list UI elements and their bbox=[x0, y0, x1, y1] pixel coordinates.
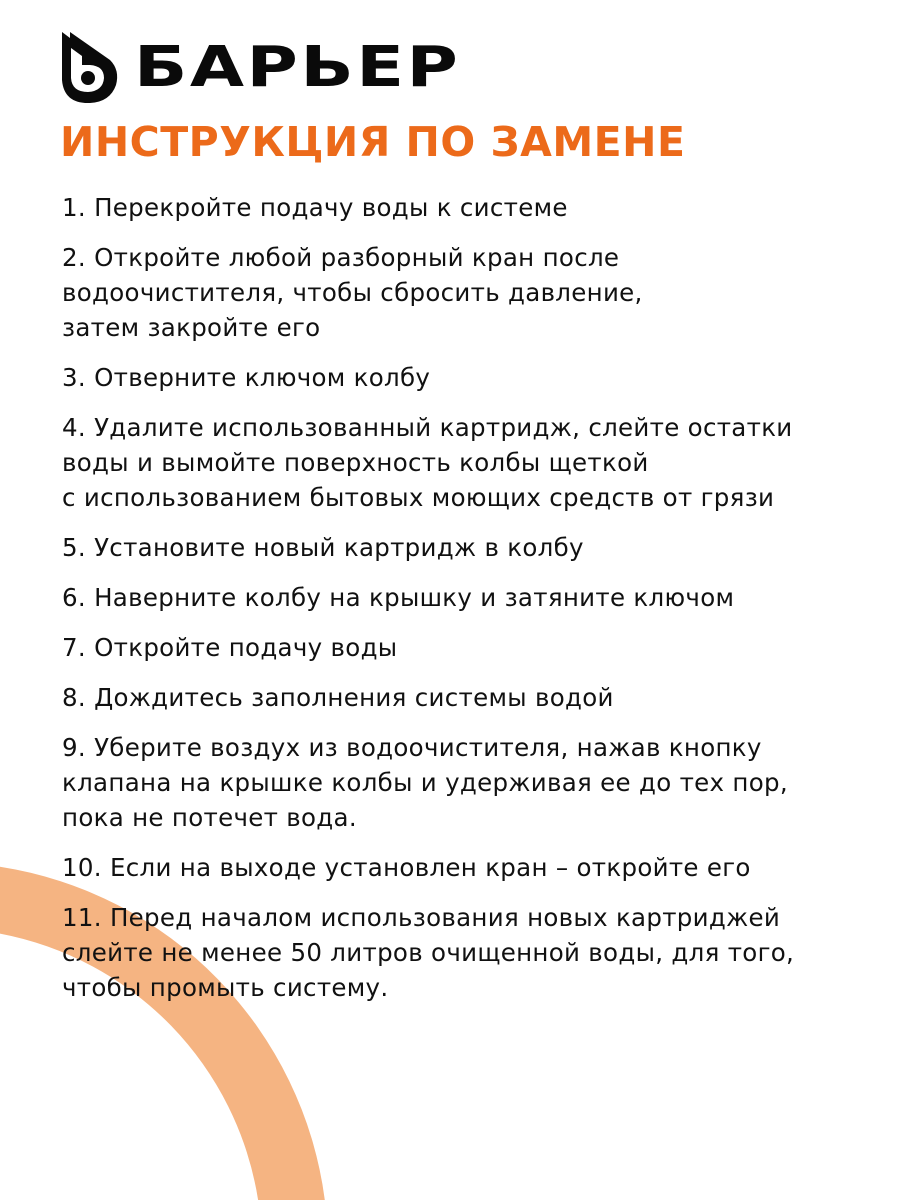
step-item bbox=[62, 630, 794, 665]
step-text-line: 4. Удалите использованный картридж, слейте остатки bbox=[62, 413, 793, 442]
barrier-b-drop-icon bbox=[58, 30, 120, 105]
step-text-line: 9. Уберите воздух из водоочистителя, нажав кнопку bbox=[62, 733, 762, 762]
step-text-line: клапана на крышке колбы и удерживая ее до тех пор, bbox=[62, 768, 788, 797]
step-text-line: 11. Перед началом использования новых картриджей bbox=[62, 903, 781, 932]
step-item bbox=[62, 530, 794, 565]
step-text-line: 8. Дождитесь заполнения системы водой bbox=[62, 683, 614, 712]
step-item bbox=[62, 680, 794, 715]
step-text-line: 5. Установите новый картридж в колбу bbox=[62, 533, 584, 562]
brand-logo bbox=[58, 30, 461, 105]
step-text-line: 7. Откройте подачу воды bbox=[62, 633, 398, 662]
step-text-line: 6. Наверните колбу на крышку и затяните ключом bbox=[62, 583, 735, 612]
step-item bbox=[62, 360, 794, 395]
step-item bbox=[62, 900, 794, 1005]
step-item bbox=[62, 240, 794, 345]
step-item bbox=[62, 580, 794, 615]
step-text-line: 1. Перекройте подачу воды к системе bbox=[62, 193, 568, 222]
step-text-line: чтобы промыть систему. bbox=[62, 973, 389, 1002]
step-text-line: 3. Отверните ключом колбу bbox=[62, 363, 431, 392]
step-item bbox=[62, 190, 794, 225]
step-text-line: воды и вымойте поверхность колбы щеткой bbox=[62, 448, 649, 477]
step-text-line: 10. Если на выходе установлен кран – откройте его bbox=[62, 853, 751, 882]
step-text-line: затем закройте его bbox=[62, 313, 321, 342]
step-text-line: пока не потечет вода. bbox=[62, 803, 357, 832]
step-text-line: 2. Откройте любой разборный кран после bbox=[62, 243, 620, 272]
step-item bbox=[62, 730, 794, 835]
step-text-line: слейте не менее 50 литров очищенной воды, для того, bbox=[62, 938, 795, 967]
step-text-line: с использованием бытовых моющих средств от грязи bbox=[62, 483, 775, 512]
step-text-line: водоочистителя, чтобы сбросить давление, bbox=[62, 278, 643, 307]
instruction-steps bbox=[62, 190, 794, 1020]
page-title: ИНСТРУКЦИЯ ПО ЗАМЕНЕ bbox=[60, 118, 686, 166]
step-item bbox=[62, 850, 794, 885]
brand-name: БАРЬЕР bbox=[134, 35, 461, 100]
step-item bbox=[62, 410, 794, 515]
